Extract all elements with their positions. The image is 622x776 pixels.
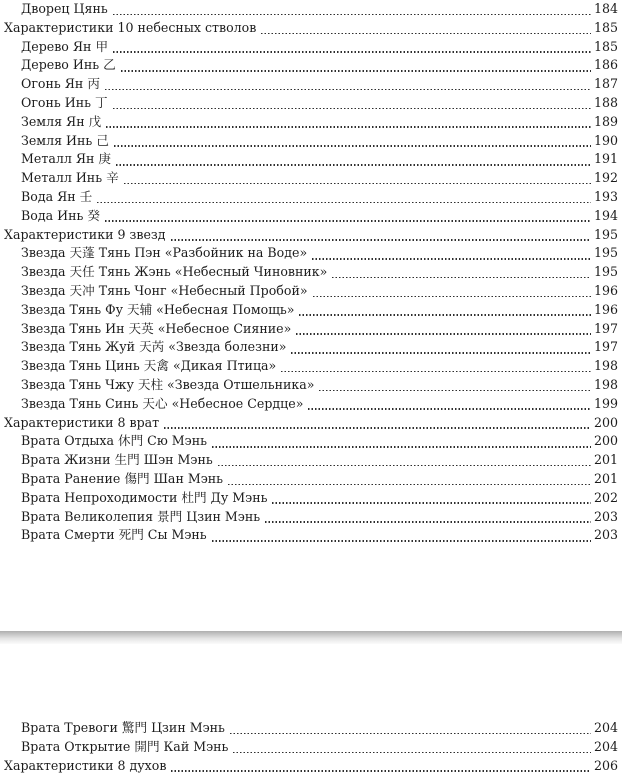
dotted-leader	[105, 220, 591, 222]
dotted-leader	[233, 752, 591, 754]
page-gap-separator	[0, 631, 622, 644]
dotted-leader	[116, 164, 591, 166]
toc-entry-label: Характеристики 9 звезд	[4, 226, 166, 242]
dotted-leader	[299, 314, 590, 316]
toc-page-number: 204	[593, 720, 618, 735]
toc-entry[interactable]	[4, 169, 618, 188]
dotted-leader	[105, 89, 591, 91]
dotted-leader	[212, 446, 591, 448]
toc-page-number: 197	[593, 320, 618, 336]
toc-page-number: 193	[593, 188, 618, 204]
toc-entry[interactable]	[4, 301, 618, 320]
toc-page-number: 187	[593, 76, 618, 92]
toc-entry[interactable]	[4, 526, 618, 545]
toc-entry[interactable]	[4, 432, 618, 451]
dotted-leader	[113, 14, 591, 16]
toc-page-number: 195	[593, 226, 618, 242]
toc-entry[interactable]	[4, 282, 618, 301]
toc-entry[interactable]	[4, 508, 618, 527]
toc-entry-label: Звезда Тянь Чжу 天柱 «Звезда Отшельника»	[21, 376, 315, 392]
toc-entry[interactable]	[4, 376, 618, 395]
toc-page-number: 192	[593, 170, 618, 186]
dotted-leader	[228, 484, 591, 486]
toc-page-number: 203	[593, 508, 618, 524]
toc-page-number: 206	[593, 757, 618, 773]
toc-entry-label: Звезда 天蓬 Тянь Пэн «Разбойник на Воде»	[21, 245, 308, 261]
toc-entry-label: Металл Инь 辛	[21, 170, 119, 186]
toc-entry-label: Огонь Ян 丙	[21, 76, 100, 92]
toc-entry[interactable]	[4, 113, 618, 132]
toc-entry-label: Звезда Тянь Фу 天辅 «Небесная Помощь»	[21, 301, 295, 317]
toc-entry[interactable]	[4, 94, 618, 113]
toc-entry[interactable]	[4, 470, 618, 489]
toc-page-number: 200	[593, 414, 618, 430]
toc-entry[interactable]	[4, 757, 618, 776]
toc-page-number: 198	[593, 376, 618, 392]
dotted-leader	[171, 239, 591, 241]
dotted-leader	[272, 502, 591, 504]
dotted-leader	[171, 770, 591, 772]
toc-entry-label: Врата Смерти 死門 Сы Мэнь	[21, 527, 207, 543]
toc-entry-label: Врата Тревоги 驚門 Цзин Мэнь	[21, 720, 225, 735]
toc-entry-label: Звезда Тянь Ин 天英 «Небесное Сияние»	[21, 320, 292, 336]
toc-page-number: 201	[593, 470, 618, 486]
toc-entry-label: Характеристики 8 духов	[4, 757, 167, 773]
toc-page-number: 199	[593, 395, 618, 411]
toc-page-number: 202	[593, 489, 618, 505]
toc-list-page-2	[0, 644, 622, 775]
toc-entry[interactable]	[4, 226, 618, 245]
toc-page-number: 203	[593, 527, 618, 543]
dotted-leader	[261, 33, 591, 35]
dotted-leader	[230, 733, 591, 735]
toc-page-number: 204	[593, 738, 618, 754]
dotted-leader	[124, 183, 591, 185]
toc-page-number: 191	[593, 151, 618, 167]
toc-entry[interactable]	[4, 320, 618, 339]
dotted-leader	[97, 202, 591, 204]
toc-entry[interactable]	[4, 56, 618, 75]
toc-page-number: 185	[593, 19, 618, 35]
dotted-leader	[106, 126, 591, 128]
toc-page-number: 201	[593, 452, 618, 468]
toc-page-number: 195	[593, 245, 618, 261]
toc-entry-label: Звезда 天冲 Тянь Чонг «Небесный Пробой»	[21, 282, 308, 298]
toc-entry[interactable]	[4, 188, 618, 207]
dotted-leader	[281, 371, 591, 373]
toc-entry-label: Звезда 天任 Тянь Жэнь «Небесный Чиновник»	[21, 264, 328, 280]
dotted-leader	[265, 521, 591, 523]
toc-entry-label: Характеристики 8 врат	[4, 414, 160, 430]
dotted-leader	[164, 427, 591, 429]
toc-entry-label: Характеристики 10 небесных стволов	[4, 19, 257, 35]
toc-entry-label: Металл Ян 庚	[21, 151, 111, 167]
toc-page-number: 184	[593, 1, 618, 16]
toc-entry[interactable]	[4, 357, 618, 376]
toc-page-number: 190	[593, 132, 618, 148]
toc-entry[interactable]	[4, 263, 618, 282]
toc-entry[interactable]	[4, 207, 618, 226]
toc-entry[interactable]	[4, 132, 618, 151]
toc-entry-label: Звезда Тянь Синь 天心 «Небесное Сердце»	[21, 395, 304, 411]
toc-entry-label: Врата Ранение 傷門 Шан Мэнь	[21, 470, 224, 486]
dotted-leader	[114, 145, 591, 147]
toc-entry[interactable]	[4, 19, 618, 38]
dotted-leader	[113, 108, 591, 110]
toc-page-number: 197	[593, 339, 618, 355]
toc-entry-label: Врата Открытие 開門 Кай Мэнь	[21, 738, 229, 754]
toc-page-number: 188	[593, 94, 618, 110]
toc-entry-label: Врата Жизни 生門 Шэн Мэнь	[21, 452, 213, 468]
dotted-leader	[332, 277, 591, 279]
dotted-leader	[218, 465, 591, 467]
toc-entry-label: Дворец Цянь	[21, 1, 108, 16]
dotted-leader	[212, 540, 591, 542]
toc-entry-label: Вода Ян 壬	[21, 188, 93, 204]
toc-page-number: 195	[593, 264, 618, 280]
dotted-leader	[319, 390, 590, 392]
dotted-leader	[113, 51, 591, 53]
toc-entry[interactable]	[4, 414, 618, 433]
toc-page-number: 185	[593, 38, 618, 54]
dotted-leader	[312, 258, 591, 260]
toc-entry-label: Врата Отдыха 休門 Сю Мэнь	[21, 433, 207, 449]
toc-entry[interactable]	[4, 719, 618, 738]
toc-entry[interactable]	[4, 150, 618, 169]
toc-entry[interactable]	[4, 489, 618, 508]
toc-entry-label: Врата Великолепия 景門 Цзин Мэнь	[21, 508, 261, 524]
toc-page-number: 196	[593, 301, 618, 317]
dotted-leader	[291, 352, 590, 354]
toc-entry-label: Земля Ян 戊	[21, 113, 102, 129]
toc-entry[interactable]	[4, 338, 618, 357]
toc-entry-label: Звезда Тянь Цинь 天禽 «Дикая Птица»	[21, 358, 277, 374]
toc-entry[interactable]	[4, 75, 618, 94]
dotted-leader	[296, 333, 591, 335]
toc-page-number: 189	[593, 113, 618, 129]
document-page-2	[0, 644, 622, 776]
toc-entry[interactable]	[4, 395, 618, 414]
toc-page-number: 198	[593, 358, 618, 374]
dotted-leader	[308, 408, 591, 410]
toc-entry-label: Дерево Инь 乙	[21, 57, 116, 73]
toc-entry[interactable]	[4, 738, 618, 757]
toc-entry-label: Земля Инь 己	[21, 132, 109, 148]
toc-entry[interactable]	[4, 38, 618, 57]
toc-entry[interactable]	[4, 244, 618, 263]
toc-page-number: 186	[593, 57, 618, 73]
toc-page-number: 196	[593, 282, 618, 298]
toc-entry-label: Вода Инь 癸	[21, 207, 100, 223]
toc-entry-label: Огонь Инь 丁	[21, 94, 108, 110]
toc-entry[interactable]	[4, 451, 618, 470]
toc-page-number: 200	[593, 433, 618, 449]
toc-page-number: 194	[593, 207, 618, 223]
dotted-leader	[121, 70, 591, 72]
toc-entry[interactable]	[4, 0, 618, 19]
toc-entry-label: Дерево Ян 甲	[21, 38, 109, 54]
toc-entry-label: Звезда Тянь Жуй 天芮 «Звезда болезни»	[21, 339, 287, 355]
toc-entry-label: Врата Непроходимости 杜門 Ду Мэнь	[21, 489, 268, 505]
dotted-leader	[313, 296, 591, 298]
